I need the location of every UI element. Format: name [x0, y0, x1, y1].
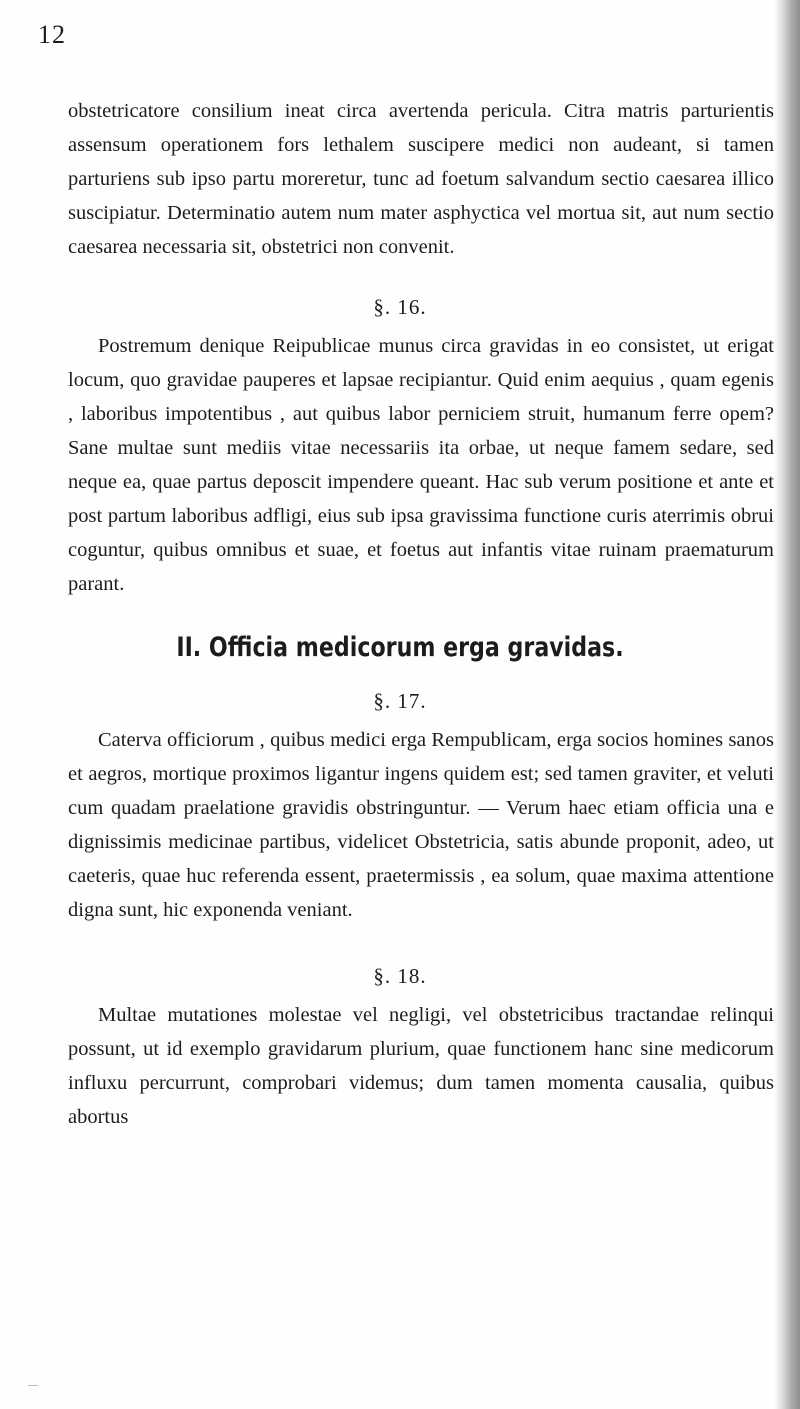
page-edge-shadow — [774, 0, 800, 1409]
paragraph-text: Postremum denique Reipublicae munus circa gravidas in eo consistet, ut erigat locum, quo gravidae pauperes et lapsae recipiantur. Quid enim aequius , quam egenis , laboribus impotentibus , aut quibus labor perniciem struit, humanum ferre opem? Sane multae sunt mediis vitae necessariis ita orbae, ut neque famem sedare, sed neque ea, quae partus deposcit impendere queant. Hac sub verum positione et ante et post partum laboribus adfligi, eius sub ipsa gravissima functione curis aterrimis obrui coguntur, quibus omnibus et suae, et foetus aut infantis vitae ruinam praematurum parant. — [68, 335, 774, 595]
chapter-heading: II. Officia medicorum erga gravidas. — [176, 632, 624, 663]
margin-mark — [28, 1385, 38, 1386]
paragraph-continuation — [68, 94, 774, 264]
paragraph-text: Caterva officiorum , quibus medici erga Rempublicam, erga socios homines sanos et aegros, mortique proximos ligantur ingens quidem est; sed tamen graviter, et veluti cum quadam praelatione gravidis obstringuntur. — Verum haec etiam officia una e dignissimis medicinae partibus, videlicet Obstetricia, satis abunde proponit, adeo, ut caeteris, quae huc referenda essent, praetermissis , ea solum, quae maxima attentione digna sunt, hic exponenda veniant. — [68, 729, 774, 921]
paragraph-section-18 — [68, 998, 774, 1134]
paragraph-text: obstetricatore consilium ineat circa avertenda pericula. Citra matris parturientis assensum operationem fors lethalem suscipere medici non audeant, si tamen parturiens sub ipso partu moreretur, tunc ad foetum salvandum sectio caesarea illico suscipiatur. Determinatio autem num mater asphyctica vel mortua sit, aut num sectio caesarea necessaria sit, obstetrici non convenit. — [68, 100, 774, 258]
section-heading-17: §. 17. — [373, 689, 427, 713]
section-heading-16: §. 16. — [373, 295, 427, 319]
paragraph-section-17 — [68, 723, 774, 927]
paragraph-section-16 — [68, 329, 774, 601]
paragraph-text: Multae mutationes molestae vel negligi, vel obstetricibus tractandae relinqui possunt, ut id exemplo gravidarum plurium, quae functionem hanc sine medicorum influxu percurrunt, comprobari videmus; dum tamen momenta causalia, quibus abortus — [68, 1004, 774, 1128]
section-heading-18: §. 18. — [373, 964, 427, 988]
page-number: 12 — [38, 20, 66, 49]
